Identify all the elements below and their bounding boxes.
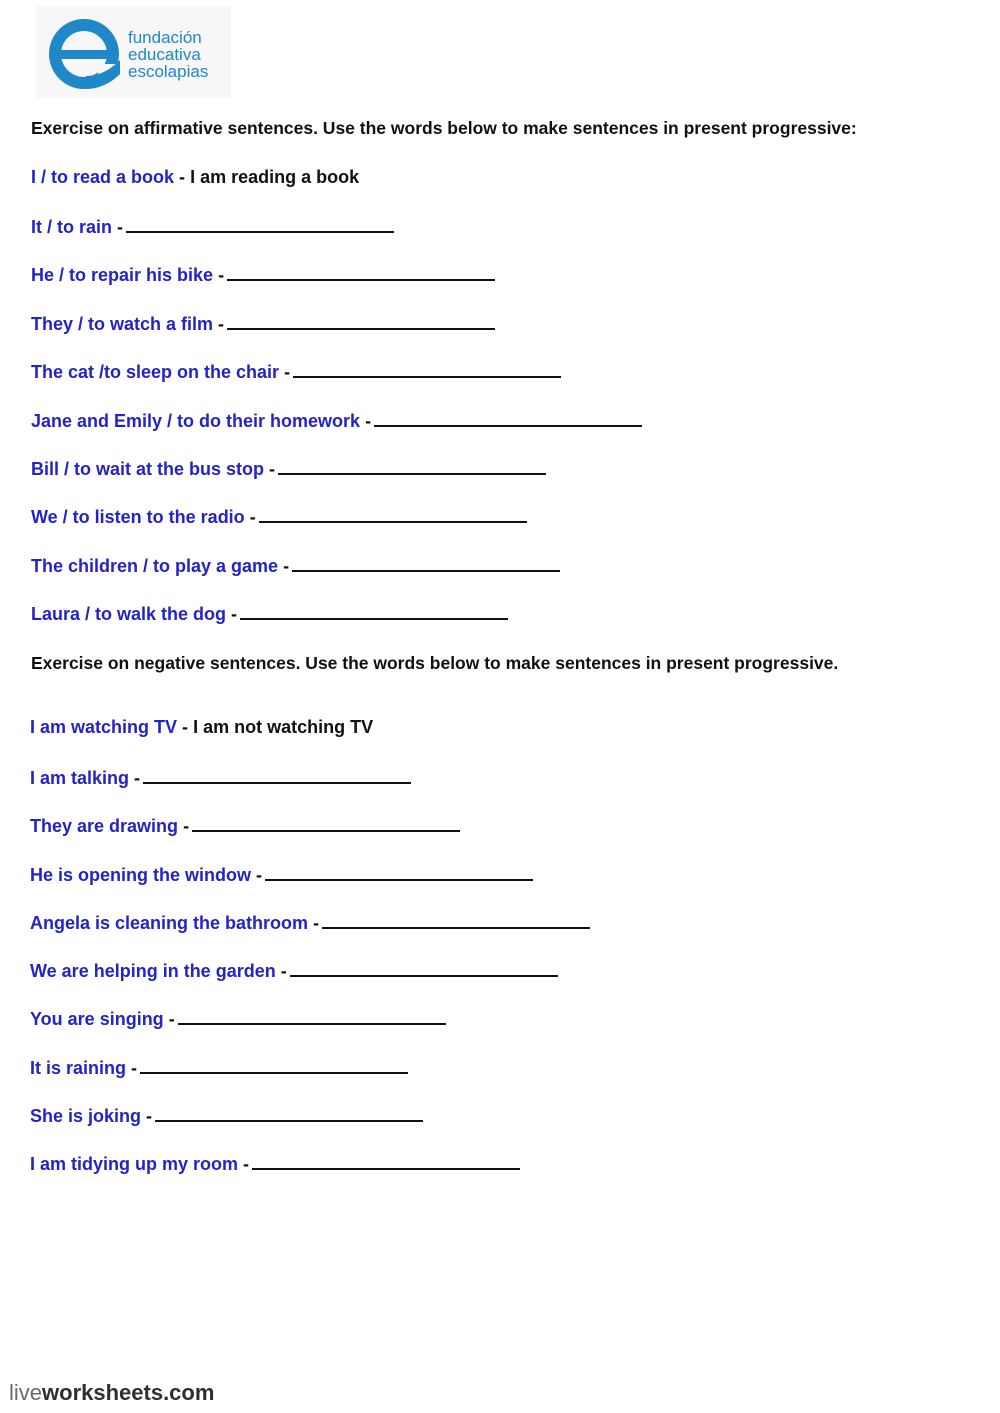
separator: - xyxy=(284,362,291,382)
logo-e-icon xyxy=(46,16,122,92)
exercise-line xyxy=(30,1055,408,1079)
logo xyxy=(36,6,231,98)
answer-blank[interactable] xyxy=(155,1103,423,1122)
footer-brand-light: live xyxy=(9,1380,43,1405)
exercise-line xyxy=(31,311,495,335)
example-prompt: I / to read a book xyxy=(31,167,175,187)
exercise-line xyxy=(30,1006,446,1030)
footer-brand xyxy=(9,1380,214,1406)
answer-blank[interactable] xyxy=(374,408,642,427)
exercise-prompt: Jane and Emily / to do their homework xyxy=(31,411,361,431)
answer-blank[interactable] xyxy=(293,359,561,378)
separator: - xyxy=(218,265,225,285)
exercise-prompt: The children / to play a game xyxy=(31,556,279,576)
answer-blank[interactable] xyxy=(252,1151,520,1170)
section2-example xyxy=(30,716,373,738)
answer-blank[interactable] xyxy=(292,553,560,572)
section1-example xyxy=(31,166,359,188)
separator: - xyxy=(131,1058,138,1078)
separator: - xyxy=(231,604,238,624)
exercise-prompt: I am tidying up my room xyxy=(30,1154,239,1174)
exercise-prompt: You are singing xyxy=(30,1009,164,1029)
separator: - xyxy=(365,411,372,431)
exercise-prompt: Bill / to wait at the bus stop xyxy=(31,459,265,479)
exercise-prompt: It is raining xyxy=(30,1058,127,1078)
exercise-prompt: We / to listen to the radio xyxy=(31,507,245,527)
answer-blank[interactable] xyxy=(290,958,558,977)
footer-brand-bold: worksheets.com xyxy=(42,1380,215,1405)
answer-blank[interactable] xyxy=(278,456,546,475)
exercise-line xyxy=(30,910,590,934)
section1-heading: Exercise on affirmative sentences. Use the words below to make sentences in present progressive: xyxy=(31,118,857,138)
exercise-prompt: She is joking xyxy=(30,1106,142,1126)
answer-blank[interactable] xyxy=(143,765,411,784)
exercise-line xyxy=(31,408,642,432)
separator: - xyxy=(313,913,320,933)
exercise-line xyxy=(31,504,527,528)
answer-blank[interactable] xyxy=(126,214,394,233)
separator: - xyxy=(182,717,189,737)
exercise-line xyxy=(30,765,411,789)
separator: - xyxy=(117,217,124,237)
separator: - xyxy=(134,768,141,788)
exercise-line xyxy=(31,456,546,480)
answer-blank[interactable] xyxy=(240,601,508,620)
separator: - xyxy=(249,507,256,527)
exercise-line xyxy=(30,813,460,837)
answer-blank[interactable] xyxy=(140,1055,408,1074)
separator: - xyxy=(283,556,290,576)
answer-blank[interactable] xyxy=(227,262,495,281)
answer-blank[interactable] xyxy=(322,910,590,929)
separator: - xyxy=(179,167,186,187)
exercise-line xyxy=(30,1151,520,1175)
exercise-line xyxy=(30,1103,423,1127)
answer-blank[interactable] xyxy=(259,504,527,523)
separator: - xyxy=(183,816,190,836)
answer-blank[interactable] xyxy=(192,813,460,832)
separator: - xyxy=(218,314,225,334)
exercise-prompt: They are drawing xyxy=(30,816,179,836)
separator: - xyxy=(269,459,276,479)
separator: - xyxy=(146,1106,153,1126)
example-prompt: I am watching TV xyxy=(30,717,178,737)
exercise-prompt: He is opening the window xyxy=(30,865,252,885)
example-answer: I am reading a book xyxy=(190,167,360,187)
logo-text xyxy=(128,29,208,80)
logo-line-1: fundación xyxy=(128,28,202,47)
separator: - xyxy=(243,1154,250,1174)
exercise-prompt: We are helping in the garden xyxy=(30,961,276,981)
exercise-prompt: I am talking xyxy=(30,768,130,788)
separator: - xyxy=(256,865,263,885)
exercise-prompt: They / to watch a film xyxy=(31,314,214,334)
answer-blank[interactable] xyxy=(227,311,495,330)
exercise-line xyxy=(31,359,561,383)
exercise-line xyxy=(30,958,558,982)
example-answer: I am not watching TV xyxy=(193,717,374,737)
separator: - xyxy=(168,1009,175,1029)
exercise-line xyxy=(31,553,560,577)
answer-blank[interactable] xyxy=(265,862,533,881)
separator: - xyxy=(280,961,287,981)
exercise-line xyxy=(30,862,533,886)
exercise-prompt: The cat /to sleep on the chair xyxy=(31,362,280,382)
exercise-prompt: It / to rain xyxy=(31,217,112,237)
exercise-line xyxy=(31,262,495,286)
exercise-line xyxy=(31,601,508,625)
logo-line-3: escolapias xyxy=(128,62,209,81)
exercise-prompt: He / to repair his bike xyxy=(31,265,214,285)
answer-blank[interactable] xyxy=(178,1006,446,1025)
exercise-line xyxy=(31,214,394,238)
exercise-prompt: Laura / to walk the dog xyxy=(31,604,227,624)
section2-heading: Exercise on negative sentences. Use the words below to make sentences in present progressive. xyxy=(31,653,839,673)
logo-line-2: educativa xyxy=(128,45,201,64)
exercise-prompt: Angela is cleaning the bathroom xyxy=(30,913,309,933)
